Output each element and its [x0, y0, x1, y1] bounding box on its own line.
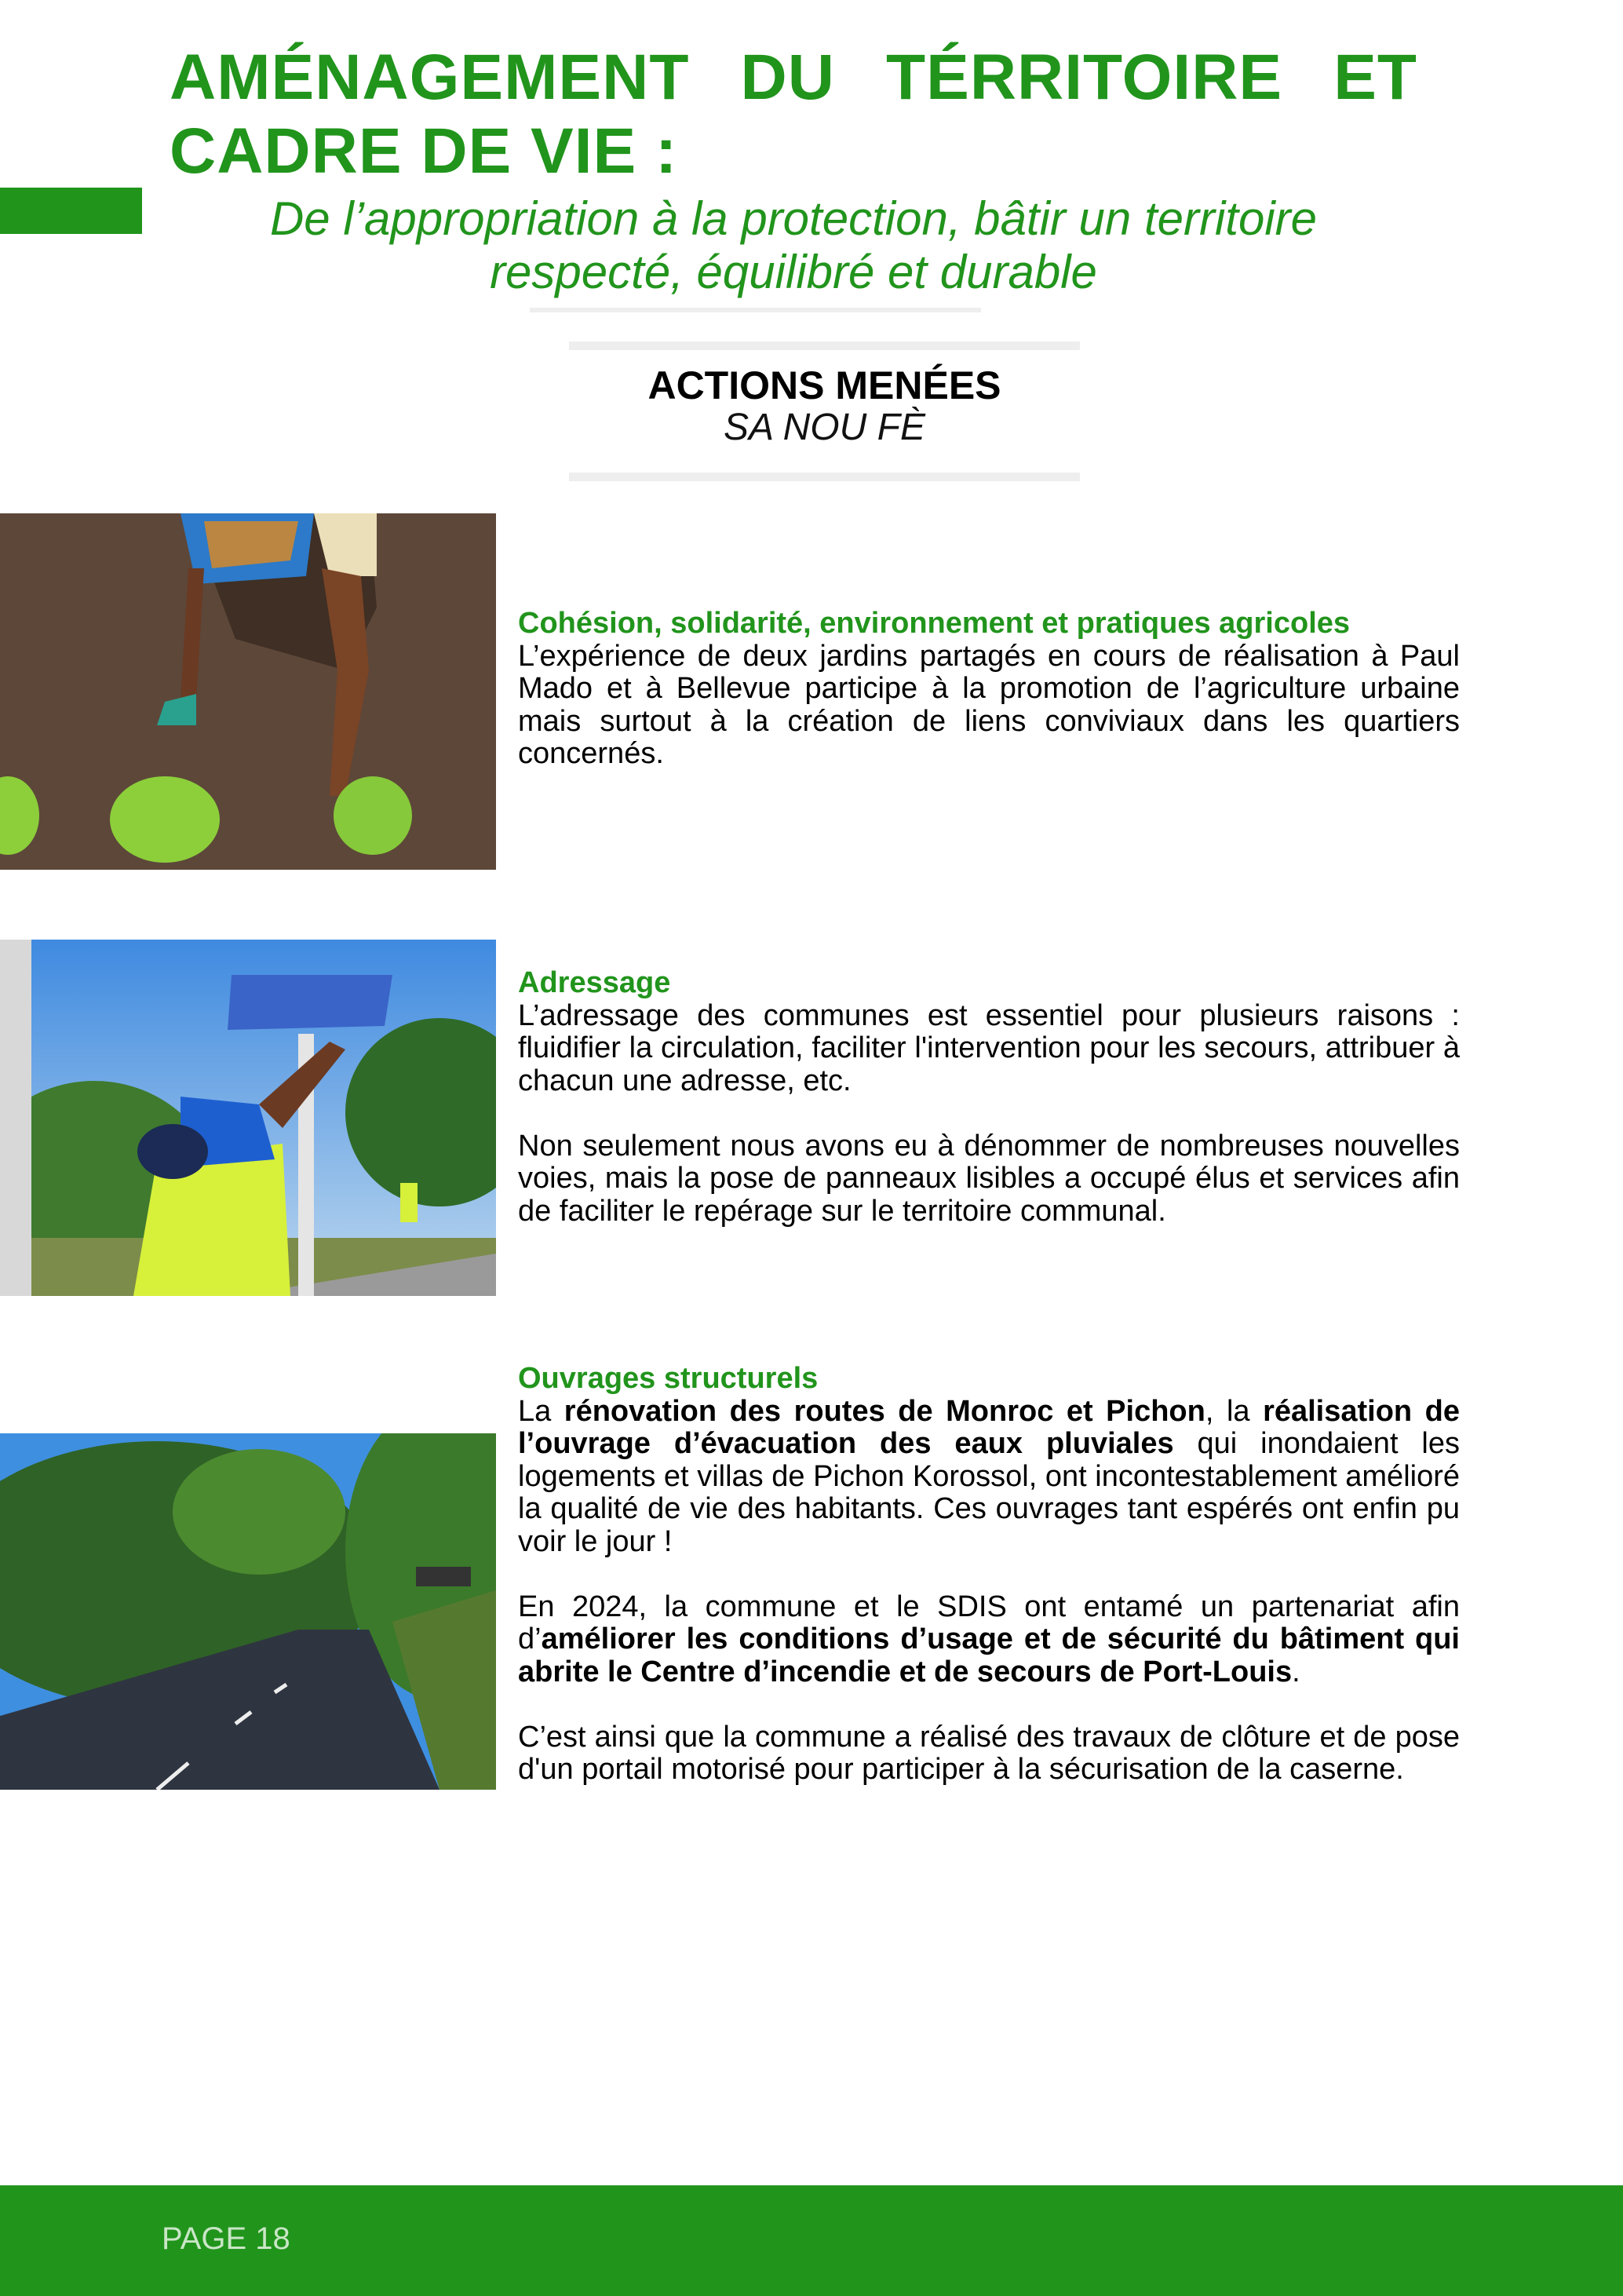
divider [530, 308, 981, 312]
text-run: En 2024, la commune et le SDIS ont entamé un partenariat afin d’ [518, 1590, 1460, 1655]
addressing-photo [0, 940, 496, 1296]
section-heading: Ouvrages structurels [518, 1362, 819, 1395]
divider [569, 473, 1080, 481]
page-subtitle [170, 192, 1417, 299]
section-adressage [518, 967, 1460, 1261]
section-heading: Cohésion, solidarité, environnement et pratiques agricoles [518, 607, 1351, 640]
page-title [170, 41, 1417, 188]
section-paragraph: L’adressage des communes est essentiel pour plusieurs raisons : fluidifier la circulation, faciliter l'intervention pour les secours, attribuer à chacun une adresse, etc. [518, 998, 1460, 1097]
section-paragraph: L’expérience de deux jardins partagés en cours de réalisation à Paul Mado et à Bellevue participe à la promotion de l’agriculture urbaine mais surtout à la création de liens conviviaux dans les quartiers concernés. [518, 639, 1460, 770]
section-heading: Adressage [518, 966, 671, 999]
subtitle-line-1: De l’appropriation à la protection, bâtir un territoire [269, 192, 1318, 245]
footer [0, 2185, 1623, 2296]
section-paragraph: Non seulement nous avons eu à dénommer de nombreuses nouvelles voies, mais la pose de panneaux lisibles a occupé élus et services afin de faciliter le repérage sur le territoire communal. [518, 1129, 1460, 1228]
section-paragraph [518, 1591, 1460, 1689]
section-ouvrages [518, 1363, 1460, 1819]
section-agriculture [518, 608, 1460, 803]
title-line-2: CADRE DE VIE : [170, 115, 678, 187]
accent-bar [0, 188, 142, 234]
text-run: , la [1205, 1394, 1264, 1428]
garden-photo [0, 513, 496, 870]
section-paragraph: C’est ainsi que la commune a réalisé des travaux de clôture et de pose d'un portail motorisé pour participer à la sécurisation de la caserne. [518, 1720, 1460, 1786]
bold-run: réalisation de l’ouvrage d’évacuation des eaux pluviales [518, 1394, 1461, 1460]
road-photo [0, 1433, 496, 1790]
bold-run: rénovation des routes de Monroc et Pichon [563, 1394, 1205, 1428]
title-word: DU [740, 42, 835, 113]
page-number: PAGE 18 [162, 2221, 290, 2256]
text-run: qui inondaient les logements et villas de Pichon Korossol, ont incontestablement amélioré la qualité de vie des habitants. Ces ouvrages tant espérés ont enfin pu voir le jour ! [518, 1427, 1460, 1558]
actions-heading: ACTIONS MENÉES [647, 363, 1001, 407]
divider [569, 341, 1080, 350]
text-run: . [1292, 1655, 1300, 1688]
bold-run: améliorer les conditions d’usage et de sécurité du bâtiment qui abrite le Centre d’incendie et de secours de Port-Louis [518, 1623, 1460, 1688]
text-run: La [518, 1394, 564, 1428]
title-word: AMÉNAGEMENT [170, 42, 690, 113]
section-paragraph [518, 1396, 1460, 1559]
title-word: TÉRRITOIRE [886, 42, 1283, 113]
title-word: ET [1333, 42, 1417, 113]
actions-subheading: SA NOU FÈ [724, 407, 925, 448]
subtitle-line-2: respecté, équilibré et durable [490, 246, 1097, 298]
actions-header [569, 363, 1080, 448]
